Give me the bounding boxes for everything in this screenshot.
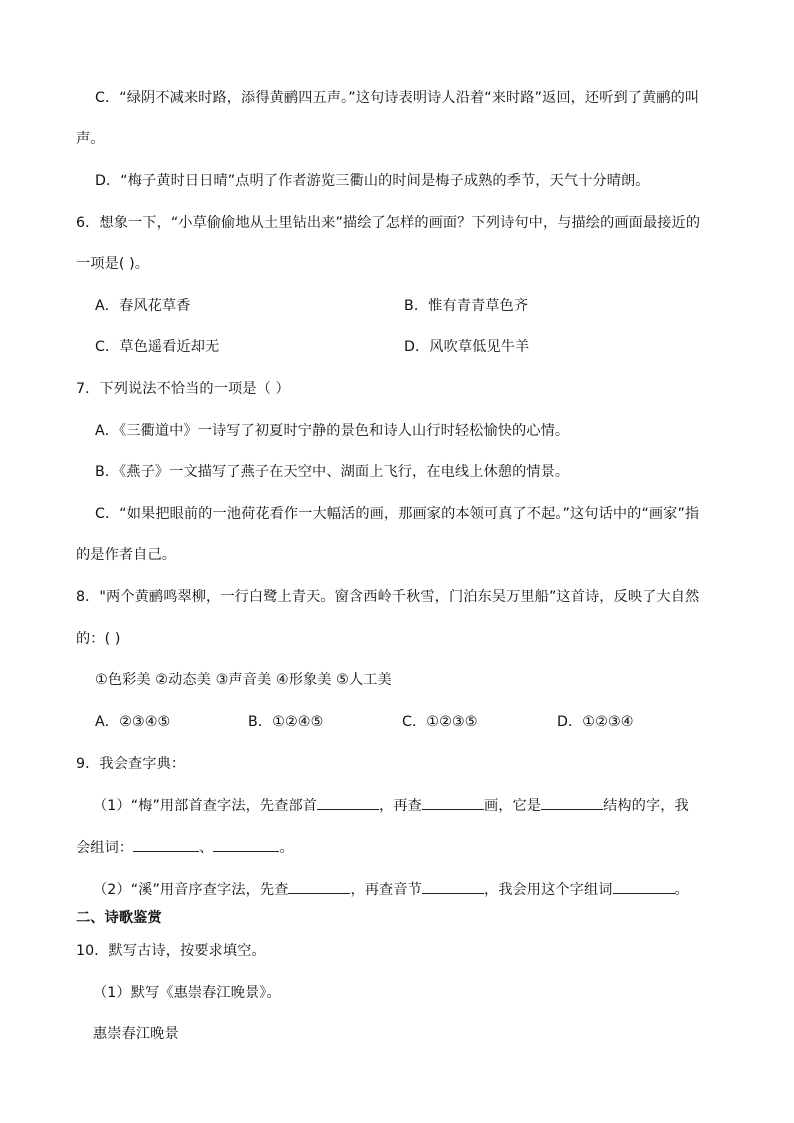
- section-2-heading: 二、诗歌鉴赏: [76, 910, 162, 926]
- q7-option-c-line2: 的是作者自己。: [76, 547, 177, 563]
- q6-option-d: D．风吹草低见牛羊: [404, 339, 530, 355]
- q9-part1-text-5: 会组词：: [76, 840, 134, 856]
- q9-part1-text-4: 结构的字，我: [603, 798, 689, 814]
- q9-part2-text-4: 。: [674, 882, 689, 898]
- q9-part2-line: [93, 879, 689, 900]
- answer-blank[interactable]: [317, 795, 379, 810]
- q6-stem-line1: 6．想象一下，“小草偷偷地从土里钻出来”描绘了怎样的画面？下列诗句中，与描绘的画面最接近的: [76, 215, 701, 231]
- q7-option-c-line1: C．“如果把眼前的一池荷花看作一大幅活的画，那画家的本领可真了不起。”这句话中的“画家”指: [95, 506, 700, 522]
- q9-part1-text-6: 、: [199, 840, 214, 856]
- answer-blank[interactable]: [213, 837, 279, 852]
- q5-option-c-line2: 声。: [76, 131, 105, 147]
- answer-blank[interactable]: [613, 879, 675, 894]
- q9-part2-text-1: （2）“溪”用音序查字法，先查: [93, 882, 289, 898]
- q8-choice-items: ①色彩美 ②动态美 ③声音美 ④形象美 ⑤人工美: [95, 672, 392, 688]
- q9-stem: 9．我会查字典：: [76, 756, 186, 772]
- q10-stem: 10．默写古诗，按要求填空。: [76, 943, 266, 959]
- q7-stem: 7．下列说法不恰当的一项是（ ）: [76, 381, 290, 397]
- q6-option-c: C．草色遥看近却无: [95, 339, 220, 355]
- q9-part2-text-2: ，再查音节: [350, 882, 422, 898]
- q6-stem-line2: 一项是( )。: [76, 256, 150, 272]
- q9-part1-text-7: 。: [279, 840, 294, 856]
- q9-part2-text-3: ，我会用这个字组词: [483, 882, 613, 898]
- q6-option-b: B．惟有青青草色齐: [404, 298, 529, 314]
- q5-option-d: D．“梅子黄时日日晴”点明了作者游览三衢山的时间是梅子成熟的季节，天气十分晴朗。: [95, 173, 650, 189]
- q8-stem-line1: 8．"两个黄鹂鸣翠柳，一行白鹭上青天。窗含西岭千秋雪，门泊东吴万里船”这首诗，反映了大自然: [76, 589, 700, 605]
- q10-part1: （1）默写《惠崇春江晚景》。: [93, 985, 281, 1001]
- q9-part1-text-2: ，再查: [379, 798, 422, 814]
- q9-part1-text-3: 画，它是: [483, 798, 542, 814]
- q8-stem-line2: 的：( ): [76, 631, 121, 647]
- q7-option-a: A．《三衢道中》一诗写了初夏时宁静的景色和诗人山行时轻松愉快的心情。: [95, 423, 570, 439]
- answer-blank[interactable]: [288, 879, 350, 894]
- q9-part1-text-1: （1）“梅”用部首查字法，先查部首: [93, 798, 318, 814]
- q8-option-c: C．①②③⑤: [402, 714, 478, 730]
- answer-blank[interactable]: [541, 795, 603, 810]
- q6-option-a: A．春风花草香: [95, 298, 191, 314]
- q8-option-a: A．②③④⑤: [95, 714, 171, 730]
- q9-part1-line2: [76, 837, 294, 858]
- q8-option-d: D．①②③④: [557, 714, 634, 730]
- q7-option-b: B．《燕子》一文描写了燕子在天空中、湖面上飞行，在电线上休憩的情景。: [95, 464, 570, 480]
- answer-blank[interactable]: [133, 837, 199, 852]
- q5-option-c-line1: C．“绿阴不减来时路，添得黄鹂四五声。”这句诗表明诗人沿着“来时路”返回，还听到了黄鹂的叫: [95, 90, 700, 106]
- q8-option-b: B．①②④⑤: [248, 714, 324, 730]
- answer-blank[interactable]: [422, 879, 484, 894]
- answer-blank[interactable]: [422, 795, 484, 810]
- poem-title: 惠崇春江晚景: [93, 1026, 179, 1042]
- q9-part1-line1: [93, 795, 689, 816]
